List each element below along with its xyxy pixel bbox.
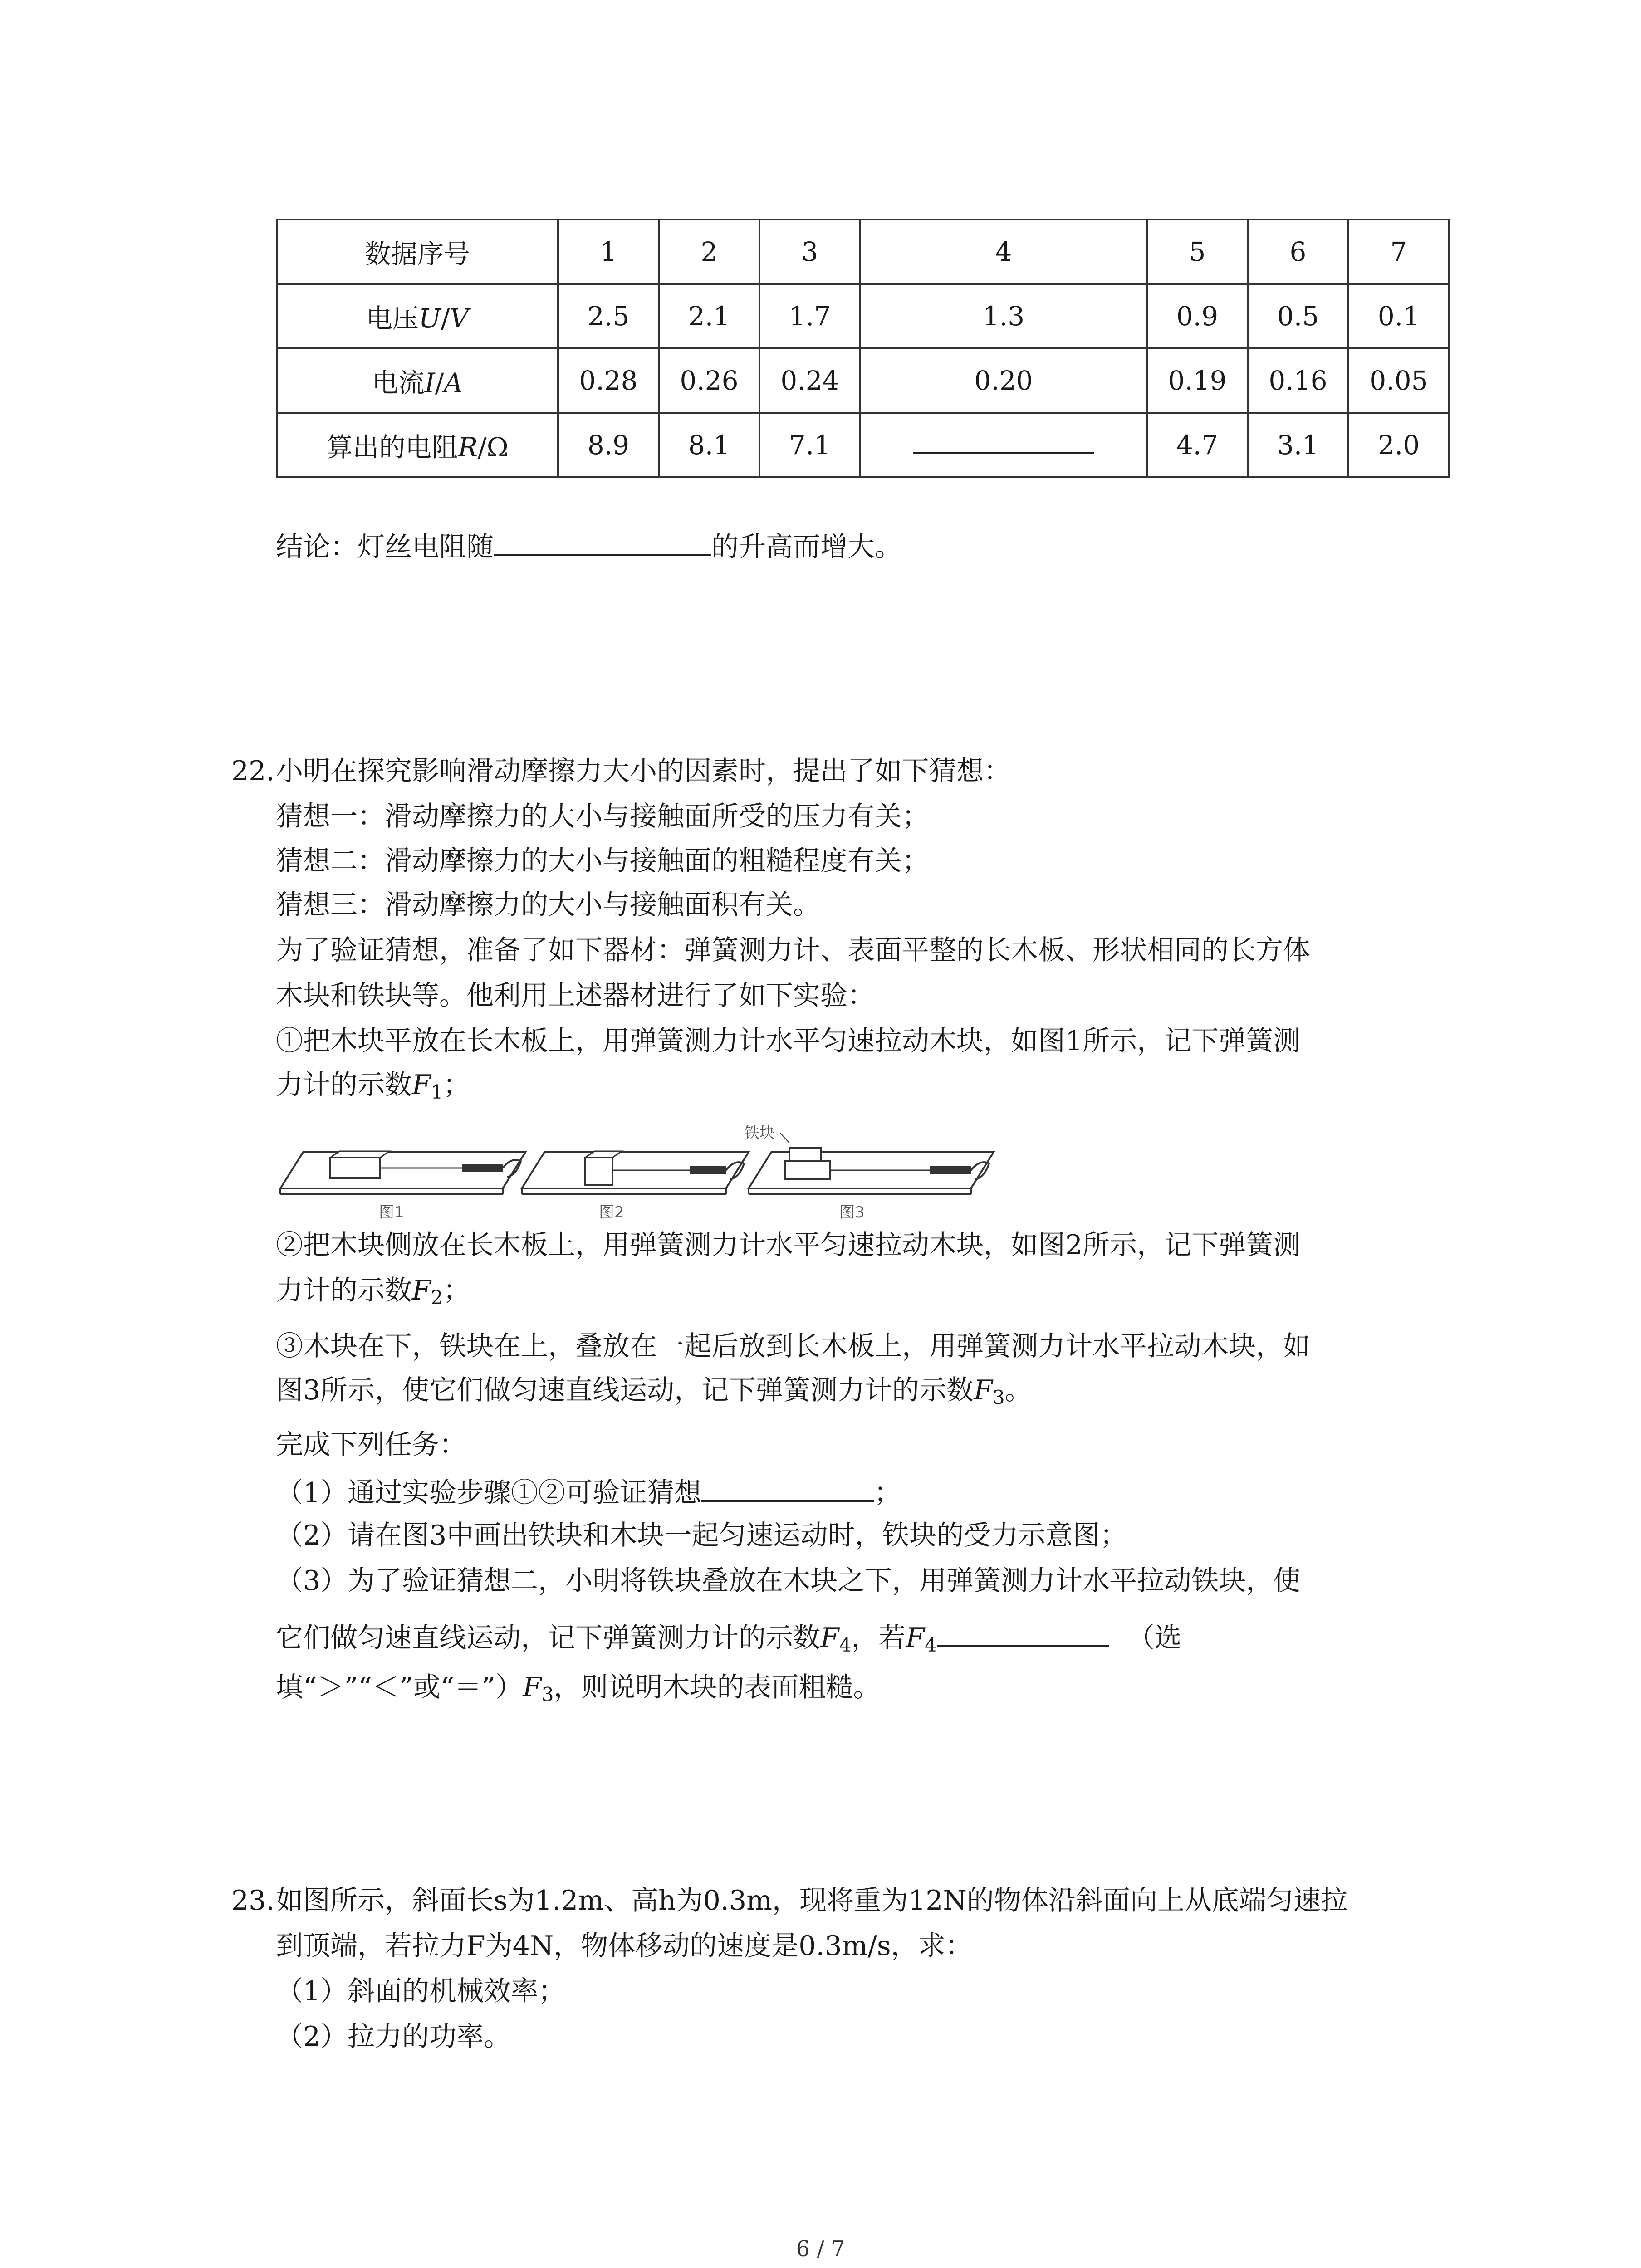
q22-guess-2: 猜想二：滑动摩擦力的大小与接触面的粗糙程度有关； [276,845,929,877]
table-cell: 5 [1147,220,1248,284]
q22-step-3-line-2: 图3所示，使它们做匀速直线运动，记下弹簧测力计的示数$F_3$。 [276,1374,1032,1408]
figure-1-illustration [276,1125,530,1198]
table-cell: 4.7 [1147,413,1248,477]
table-cell[interactable] [860,413,1147,477]
q22-step-1-line-2: 力计的示数$F_1$； [276,1069,470,1103]
table-cell: 0.16 [1248,348,1348,413]
q22-task-1: （1）通过实验步骤①②可验证猜想 ； [276,1472,901,1511]
figure-2-illustration [517,1125,753,1198]
table-cell: 0.26 [659,348,759,413]
q22-step-1-line-1: ①把木块平放在长木板上，用弹簧测力计水平匀速拉动木块，如图1所示，记下弹簧测 [276,1025,1301,1057]
table-cell: 2.1 [659,284,759,348]
table-cell: 0.20 [860,348,1147,413]
table-cell: 7 [1348,220,1449,284]
figure-2-caption: 图2 [599,1203,624,1222]
table-cell: 3.1 [1248,413,1348,477]
q22-step-3-line-1: ③木块在下，铁块在上，叠放在一起后放到长木板上，用弹簧测力计水平拉动木块，如 [276,1330,1310,1362]
conclusion-blank[interactable] [494,526,711,556]
figure-3-illustration [744,1120,998,1198]
row-label: 数据序号 [277,220,558,284]
q22-step-2-line-1: ②把木块侧放在长木板上，用弹簧测力计水平匀速拉动木块，如图2所示，记下弹簧测 [276,1229,1301,1261]
q23-line-2: 到顶端，若拉力F为4N，物体移动的速度是0.3m/s，求： [276,1930,973,1962]
resistance-blank[interactable] [913,430,1094,454]
table-cell: 0.28 [558,348,659,413]
q22-guess-3: 猜想三：滑动摩擦力的大小与接触面积有关。 [276,889,820,921]
figure-3-label-iron-block: 铁块 [744,1124,775,1142]
q22-task-1-blank[interactable] [701,1472,874,1502]
data-table [276,219,1450,478]
table-cell: 0.05 [1348,348,1449,413]
page-number: 6 / 7 [796,2236,845,2262]
table-row [277,220,1449,284]
table-cell: 7.1 [759,413,860,477]
q22-number: 22. [231,755,275,787]
table-cell: 1 [558,220,659,284]
q23-subquestion-2: （2）拉力的功率。 [276,2021,511,2053]
q23-subquestion-1: （1）斜面的机械效率； [276,1975,566,2007]
conclusion: 结论：灯丝电阻随 的升高而增大。 [276,526,902,565]
q22-task-2: （2）请在图3中画出铁块和木块一起匀速运动时，铁块的受力示意图； [276,1520,1127,1551]
table-cell: 0.1 [1348,284,1449,348]
table-cell: 2 [659,220,759,284]
q22-step-2-line-2: 力计的示数$F_2$； [276,1275,470,1309]
table-cell: 3 [759,220,860,284]
q22-guess-1: 猜想一：滑动摩擦力的大小与接触面所受的压力有关； [276,801,929,832]
table-row [277,348,1449,413]
q22-task-3-line-3: 填“＞”“＜”或“$=”)F_3$，则说明木块的表面粗糙。 [276,1672,881,1706]
table-cell: 1.3 [860,284,1147,348]
q22-prep-line-2: 木块和铁块等。他利用上述器材进行了如下实验： [276,980,875,1012]
table-cell: 0.19 [1147,348,1248,413]
table-row [277,284,1449,348]
row-label: 电压U/V [277,284,558,348]
table-cell: 8.1 [659,413,759,477]
row-label: 电流I/A [277,348,558,413]
q22-task-title: 完成下列任务： [276,1429,466,1461]
table-row [277,413,1449,477]
q22-task-3-blank[interactable] [937,1617,1109,1647]
q23-number: 23. [231,1885,275,1916]
table-cell: 1.7 [759,284,860,348]
table-cell: 0.5 [1248,284,1348,348]
q22-prep-line-1: 为了验证猜想，准备了如下器材：弹簧测力计、表面平整的长木板、形状相同的长方体 [276,934,1310,966]
table-cell: 4 [860,220,1147,284]
table-cell: 0.24 [759,348,860,413]
figure-3-caption: 图3 [839,1203,865,1222]
table-cell: 0.9 [1147,284,1248,348]
row-label: 算出的电阻R/Ω [277,413,558,477]
table-cell: 2.5 [558,284,659,348]
figure-1-caption: 图1 [379,1203,404,1222]
table-cell: 8.9 [558,413,659,477]
q22-intro: 小明在探究影响滑动摩擦力大小的因素时，提出了如下猜想： [276,755,1011,787]
table-cell: 6 [1248,220,1348,284]
q22-task-3-line-1: （3）为了验证猜想二，小明将铁块叠放在木块之下，用弹簧测力计水平拉动铁块，使 [276,1565,1301,1597]
q22-task-3-line-2: 它们做匀速直线运动，记下弹簧测力计的示数$F_4$，若$F_4$ （选 [276,1617,1182,1656]
table-cell: 2.0 [1348,413,1449,477]
q23-line-1: 如图所示，斜面长s为1.2m、高h为0.3m，现将重为12N的物体沿斜面向上从底端匀速拉 [276,1885,1348,1916]
